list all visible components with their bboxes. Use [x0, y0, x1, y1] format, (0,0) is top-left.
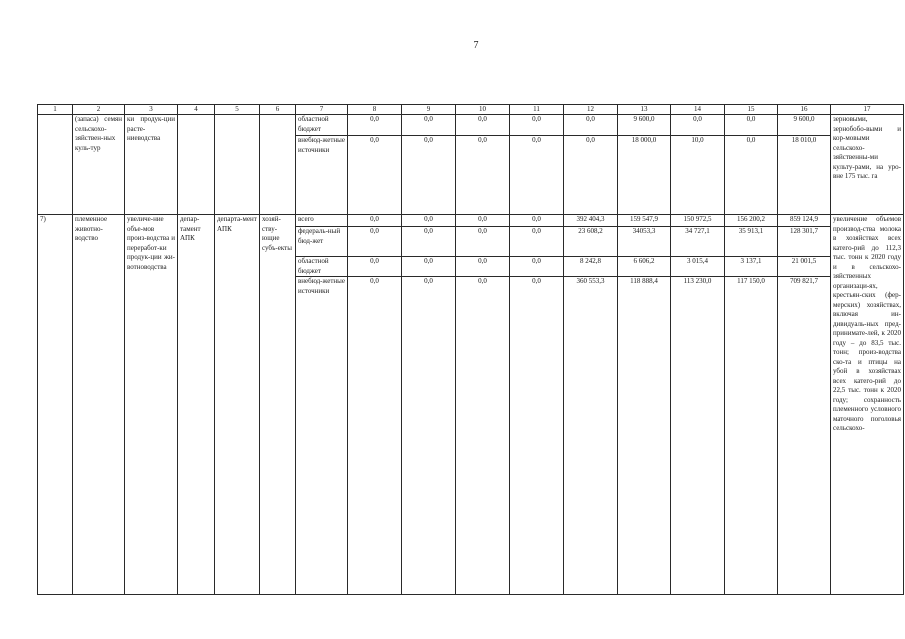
col-header: 15 [725, 105, 778, 115]
program-table [37, 104, 904, 595]
value-cell: 35 913,1 [725, 227, 778, 257]
col-header: 9 [402, 105, 456, 115]
value-cell: 0,0 [510, 277, 564, 595]
col-header: 17 [831, 105, 904, 115]
value-cell: 3 137,1 [725, 257, 778, 277]
value-cell: 360 553,3 [564, 277, 618, 595]
value-cell: 0,0 [348, 115, 402, 136]
col-header: 14 [671, 105, 725, 115]
col-header: 12 [564, 105, 618, 115]
value-cell: 0,0 [564, 136, 618, 215]
participants: хозяй-ству-ющие субъ-екты [260, 215, 296, 595]
value-cell: 0,0 [348, 257, 402, 277]
value-cell: 0,0 [510, 227, 564, 257]
value-cell: 0,0 [456, 277, 510, 595]
value-cell: 0,0 [402, 277, 456, 595]
col-header: 1 [38, 105, 73, 115]
value-cell: 0,0 [564, 115, 618, 136]
value-cell: 10,0 [671, 136, 725, 215]
funding-source: внебюд-жетные источники [296, 136, 348, 215]
value-cell: 0,0 [510, 257, 564, 277]
value-cell: 9 600,0 [778, 115, 831, 136]
value-cell: 0,0 [456, 215, 510, 227]
value-cell: 18 000,0 [618, 136, 671, 215]
value-cell: 34053,3 [618, 227, 671, 257]
row-number [38, 115, 73, 215]
value-cell: 0,0 [348, 227, 402, 257]
col-header: 5 [215, 105, 260, 115]
value-cell: 18 010,0 [778, 136, 831, 215]
measure-action: ки продук-ции расте-ниеводства [125, 115, 178, 215]
value-cell: 709 821,7 [778, 277, 831, 595]
value-cell: 0,0 [402, 136, 456, 215]
value-cell: 0,0 [456, 115, 510, 136]
col-header: 16 [778, 105, 831, 115]
value-cell: 0,0 [402, 215, 456, 227]
col-header: 13 [618, 105, 671, 115]
value-cell: 0,0 [402, 227, 456, 257]
funding-source: областной бюджет [296, 257, 348, 277]
value-cell: 0,0 [456, 227, 510, 257]
funding-source: всего [296, 215, 348, 227]
value-cell: 118 888,4 [618, 277, 671, 595]
col-header: 6 [260, 105, 296, 115]
col-header: 2 [73, 105, 125, 115]
responsible [215, 115, 260, 215]
value-cell: 117 150,0 [725, 277, 778, 595]
value-cell: 150 972,5 [671, 215, 725, 227]
value-cell: 0,0 [510, 136, 564, 215]
table-row [38, 115, 904, 136]
col-header: 7 [296, 105, 348, 115]
value-cell: 0,0 [456, 136, 510, 215]
value-cell: 156 200,2 [725, 215, 778, 227]
col-header: 4 [178, 105, 215, 115]
value-cell: 113 230,0 [671, 277, 725, 595]
col-header: 8 [348, 105, 402, 115]
value-cell: 9 600,0 [618, 115, 671, 136]
value-cell: 21 001,5 [778, 257, 831, 277]
value-cell: 0,0 [725, 115, 778, 136]
responsible: департа-мент АПК [215, 215, 260, 595]
funding-source: областной бюджет [296, 115, 348, 136]
value-cell: 0,0 [510, 115, 564, 136]
value-cell: 859 124,9 [778, 215, 831, 227]
col-header: 11 [510, 105, 564, 115]
value-cell: 0,0 [348, 136, 402, 215]
co-executor: депар-тамент АПК [178, 215, 215, 595]
row-number: 7) [38, 215, 73, 595]
value-cell: 0,0 [348, 215, 402, 227]
value-cell: 8 242,8 [564, 257, 618, 277]
co-executor [178, 115, 215, 215]
measure-name: племенное животно-водство [73, 215, 125, 595]
value-cell: 3 015,4 [671, 257, 725, 277]
value-cell: 0,0 [510, 215, 564, 227]
col-header: 3 [125, 105, 178, 115]
measure-name: (запаса) семян сельскохо-зяйствен-ных куль-тур [73, 115, 125, 215]
expected-result: увеличение объемов производ-ства молока в хозяйствах всех катего-рий до 112,3 тыс. тонн к 2020 году и в сельскохо-зяйственных организаци-ях, крестьян-ских (фер-мерских) хозяйствах, включая ин-дивидуаль-ных пред-принимате-лей, к 2020 году – до 83,5 тыс. тонн; произ-водства ско-та и птицы на убой в хозяйствах всех катего-рий до 22,5 тыс. тонн к 2020 году; сохранность племенного условного маточного поголовья сельскохо- [831, 215, 904, 595]
value-cell: 0,0 [402, 257, 456, 277]
value-cell: 128 301,7 [778, 227, 831, 257]
value-cell: 392 404,3 [564, 215, 618, 227]
value-cell: 0,0 [456, 257, 510, 277]
funding-source: внебюд-жетные источники [296, 277, 348, 595]
participants [260, 115, 296, 215]
value-cell: 159 547,9 [618, 215, 671, 227]
col-header: 10 [456, 105, 510, 115]
table-row [38, 215, 904, 227]
value-cell: 0,0 [671, 115, 725, 136]
expected-result: зерновыми, зернобобо-выми и кор-мовыми сельскохо-зяйственны-ми культу-рами, на уро-вне 175 тыс. га [831, 115, 904, 215]
value-cell: 0,0 [402, 115, 456, 136]
measure-action: увеличе-ние объе-мов произ-водства и переработ-ки продук-ции жи-вотноводства [125, 215, 178, 595]
page-number: 7 [473, 40, 479, 51]
header-row [38, 105, 904, 115]
funding-source: федераль-ный бюд-жет [296, 227, 348, 257]
value-cell: 0,0 [348, 277, 402, 595]
value-cell: 6 606,2 [618, 257, 671, 277]
value-cell: 23 608,2 [564, 227, 618, 257]
value-cell: 34 727,1 [671, 227, 725, 257]
value-cell: 0,0 [725, 136, 778, 215]
